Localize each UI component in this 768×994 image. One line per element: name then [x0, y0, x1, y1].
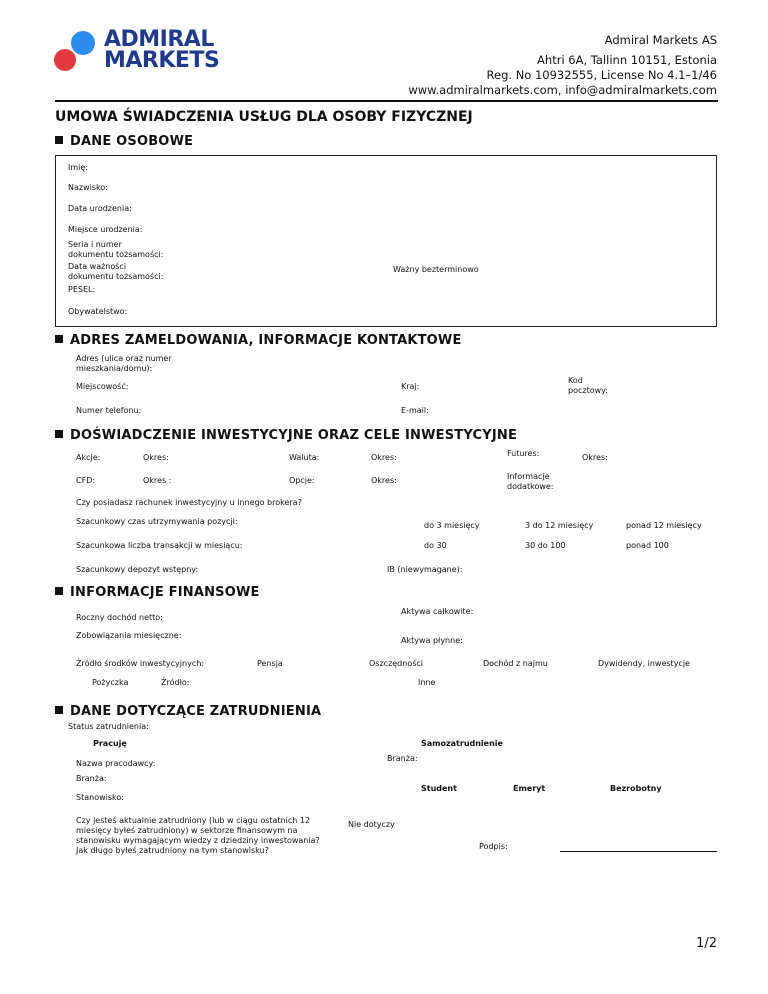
city-field[interactable]: Miejscowość:	[76, 382, 129, 391]
tx-count-label: Szacunkowa liczba transakcji w miesiącu:	[76, 541, 243, 550]
citizenship-field[interactable]: Obywatelstwo:	[68, 307, 128, 316]
source-dividends-option[interactable]: Dywidendy, inwestycje	[598, 659, 690, 668]
options-period-field[interactable]: Okres:	[371, 476, 397, 485]
employed-option[interactable]: Pracuję	[93, 739, 127, 748]
company-name: Admiral Markets AS	[604, 33, 717, 47]
birth-date-field[interactable]: Data urodzenia:	[68, 204, 132, 213]
holding-option-3[interactable]: ponad 12 miesięcy	[626, 521, 702, 530]
source-loan-option[interactable]: Pożyczka	[92, 678, 129, 687]
retired-option[interactable]: Emeryt	[513, 784, 546, 793]
net-income-field[interactable]: Roczny dochód netto:	[76, 613, 163, 622]
logo-wordmark: ADMIRAL MARKETS	[104, 27, 220, 73]
bullet-square-icon	[55, 335, 63, 343]
company-info	[408, 33, 717, 98]
source-other-field[interactable]: Źródło:	[161, 678, 190, 687]
page-title: UMOWA ŚWIADCZENIA USŁUG DLA OSOBY FIZYCZNEJ	[55, 109, 473, 125]
section-personal-heading: DANE OSOBOWE	[55, 134, 193, 149]
tx-option-1[interactable]: do 30	[424, 541, 447, 550]
other-broker-question[interactable]: Czy posiadasz rachunek inwestycyjny u innego brokera?	[76, 498, 302, 507]
page-number: 1/2	[696, 936, 717, 951]
liquid-assets-field[interactable]: Aktywa płynne:	[401, 636, 463, 645]
company-address: Ahtri 6A, Tallinn 10151, Estonia	[537, 53, 717, 67]
header-divider	[55, 100, 718, 102]
bullet-square-icon	[55, 136, 63, 144]
first-name-field[interactable]: Imię:	[68, 163, 88, 172]
document-validity-field[interactable]: Data ważności dokumentu tożsamości:	[68, 262, 164, 281]
pesel-field[interactable]: PESEL:	[68, 285, 96, 294]
bullet-square-icon	[55, 587, 63, 595]
self-employed-industry-field[interactable]: Branża:	[387, 754, 418, 763]
total-assets-field[interactable]: Aktywa całkowite:	[401, 607, 474, 616]
bullet-square-icon	[55, 430, 63, 438]
shares-period-field[interactable]: Okres:	[143, 453, 169, 462]
source-misc-option[interactable]: Inne	[418, 678, 436, 687]
section-address-heading: ADRES ZAMELDOWANIA, INFORMACJE KONTAKTOWE	[55, 333, 462, 348]
tx-option-3[interactable]: ponad 100	[626, 541, 669, 550]
email-field[interactable]: E-mail:	[401, 406, 429, 415]
company-registration: Reg. No 10932555, License No 4.1–1/46	[486, 68, 717, 82]
additional-info-field[interactable]: Informacje dodatkowe:	[507, 472, 554, 491]
phone-field[interactable]: Numer telefonu:	[76, 406, 142, 415]
tx-option-2[interactable]: 30 do 100	[525, 541, 566, 550]
unlimited-validity-checkbox[interactable]: Ważny bezterminowo	[393, 265, 479, 274]
unemployed-option[interactable]: Bezrobotny	[610, 784, 662, 793]
employer-name-field[interactable]: Nazwa pracodawcy:	[76, 759, 156, 768]
holding-time-label: Szacunkowy czas utrzymywania pozycji:	[76, 517, 238, 526]
initial-deposit-field[interactable]: Szacunkowy depozyt wstępny:	[76, 565, 199, 574]
postal-code-field[interactable]: Kod pocztowy:	[568, 376, 608, 395]
source-savings-option[interactable]: Oszczędności	[369, 659, 424, 668]
financial-sector-question[interactable]: Czy jesteś aktualnie zatrudniony (lub w ciągu ostatnich 12 miesięcy byłeś zatrudniony) w sektorze finansowym na stanowisku wymagającym wiedzy z dziedziny inwestowania? Jak długo byłeś zatrudniony na tym stanowisku?	[76, 816, 320, 855]
birth-place-field[interactable]: Miejsce urodzenia:	[68, 225, 143, 234]
shares-field[interactable]: Akcje:	[76, 453, 101, 462]
futures-period-field[interactable]: Okres:	[582, 453, 608, 462]
logo-mark-icon	[52, 28, 98, 74]
bullet-square-icon	[55, 706, 63, 714]
section-finance-heading: INFORMACJE FINANSOWE	[55, 585, 260, 600]
currency-field[interactable]: Waluta:	[289, 453, 320, 462]
student-option[interactable]: Student	[421, 784, 457, 793]
cfd-field[interactable]: CFD:	[76, 476, 96, 485]
logo	[52, 28, 222, 78]
currency-period-field[interactable]: Okres:	[371, 453, 397, 462]
ib-field[interactable]: IB (niewymagane):	[387, 565, 463, 574]
signature-line[interactable]	[560, 851, 717, 852]
futures-field[interactable]: Futures:	[507, 449, 540, 458]
employment-status-label: Status zatrudnienia:	[68, 722, 149, 731]
section-employment-heading: DANE DOTYCZĄCE ZATRUDNIENIA	[55, 704, 321, 719]
options-field[interactable]: Opcje:	[289, 476, 315, 485]
document-number-field[interactable]: Seria i numer dokumentu tożsamości:	[68, 240, 164, 259]
holding-option-1[interactable]: do 3 miesięcy	[424, 521, 480, 530]
funds-source-label: Źródło środków inwestycyjnych:	[76, 659, 204, 668]
source-rent-option[interactable]: Dochód z najmu	[483, 659, 548, 668]
source-pension-option[interactable]: Pensja	[257, 659, 283, 668]
company-contacts: www.admiralmarkets.com, info@admiralmarkets.com	[408, 83, 717, 97]
last-name-field[interactable]: Nazwisko:	[68, 183, 108, 192]
signature-label: Podpis:	[479, 842, 508, 851]
holding-option-2[interactable]: 3 do 12 miesięcy	[525, 521, 594, 530]
cfd-period-field[interactable]: Okres :	[143, 476, 172, 485]
monthly-obligations-field[interactable]: Zobowiązania miesięczne:	[76, 631, 182, 640]
not-applicable-option[interactable]: Nie dotyczy	[348, 820, 395, 829]
position-field[interactable]: Stanowisko:	[76, 793, 124, 802]
country-field[interactable]: Kraj:	[401, 382, 420, 391]
street-field[interactable]: Adres (ulica oraz numer mieszkania/domu):	[76, 354, 172, 373]
industry-field[interactable]: Branża:	[76, 774, 107, 783]
section-experience-heading: DOŚWIADCZENIE INWESTYCYJNE ORAZ CELE INWESTYCYJNE	[55, 428, 517, 443]
self-employed-option[interactable]: Samozatrudnienie	[421, 739, 503, 748]
